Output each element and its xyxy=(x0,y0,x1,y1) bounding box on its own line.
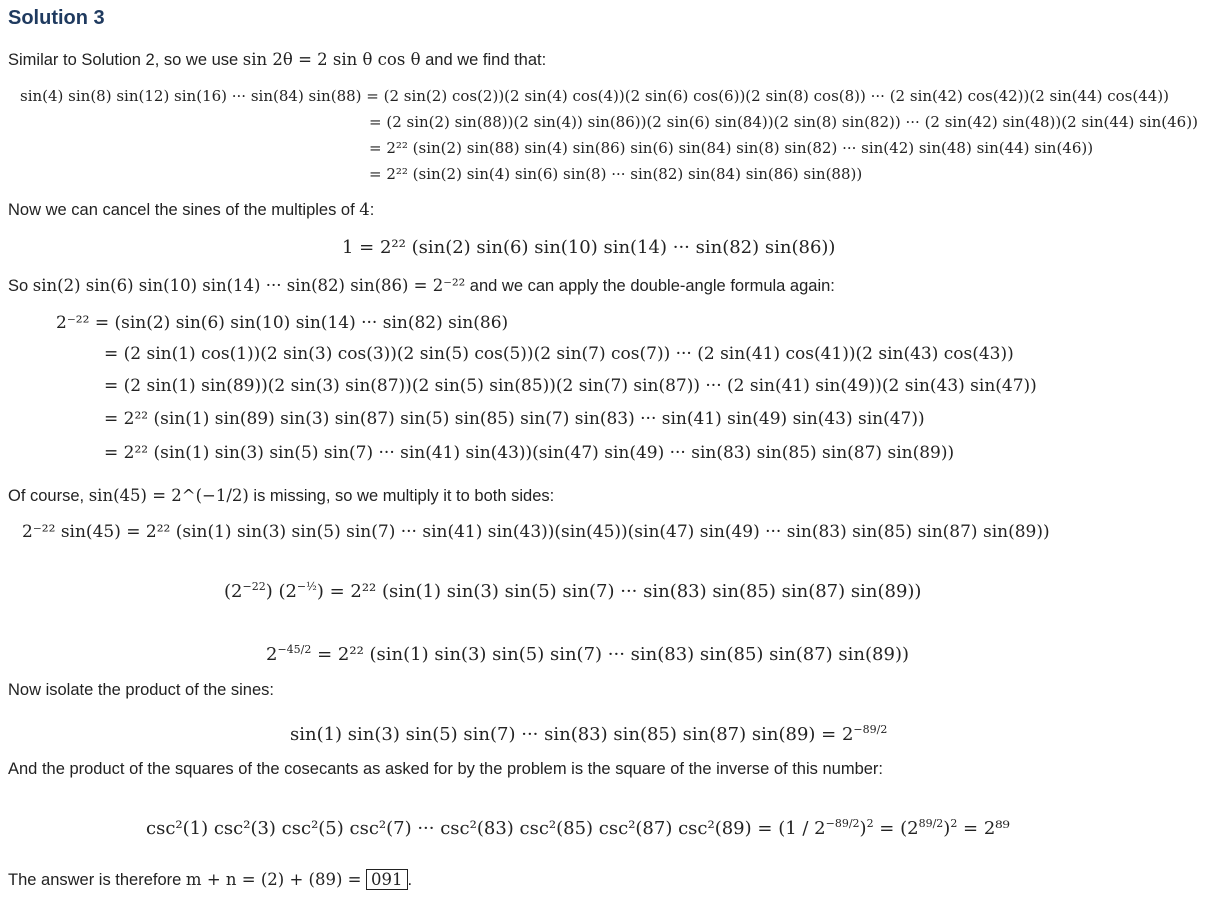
isolate-exponent: −89/2 xyxy=(853,723,888,736)
block1-line-4: = 2²² (sin(2) sin(4) sin(6) sin(8) ··· sin(82) sin(84) sin(86) sin(88)) xyxy=(369,165,863,183)
block2-line-3: = (2 sin(1) sin(89))(2 sin(3) sin(87))(2 sin(5) sin(85))(2 sin(7) sin(87)) ··· (2 sin(41) sin(49))(2 sin(43) sin(47)) xyxy=(104,376,1037,396)
isolate-body: sin(1) sin(3) sin(5) sin(7) ··· sin(83) sin(85) sin(87) sin(89) = 2 xyxy=(290,724,854,745)
cosecant-rhs: = 2⁸⁹ xyxy=(963,818,1010,839)
answer-formula: m + n = (2) + (89) = xyxy=(185,870,362,889)
so-text-b: and we can apply the double-angle formula again: xyxy=(465,277,835,295)
simplify-rhs: = 2²² (sin(1) sin(3) sin(5) sin(7) ··· sin(83) sin(85) sin(87) sin(89)) xyxy=(317,644,909,665)
course-text-a: Of course, xyxy=(8,487,89,505)
block2-line-5: = 2²² (sin(1) sin(3) sin(5) sin(7) ··· sin(41) sin(43))(sin(47) sin(49) ··· sin(83) sin(85) sin(87) sin(89)) xyxy=(104,443,955,463)
block1-line-2: = (2 sin(2) sin(88))(2 sin(4)) sin(86))(2 sin(6) sin(84))(2 sin(8) sin(82)) ··· (2 sin(42) sin(48))(2 sin(44) sin(46)) xyxy=(369,113,1198,131)
simplify-equation xyxy=(266,638,909,667)
double-angle-formula: sin 2θ = 2 sin θ cos θ xyxy=(242,50,421,69)
so-text-a: So xyxy=(8,277,33,295)
intro-paragraph xyxy=(8,50,546,70)
answer-paragraph xyxy=(8,870,412,890)
combine-rhs: = 2²² (sin(1) sin(3) sin(5) sin(7) ··· sin(83) sin(85) sin(87) sin(89)) xyxy=(329,581,922,602)
answer-text-a: The answer is therefore xyxy=(8,871,186,889)
multiply-equation: 2⁻²² sin(45) = 2²² (sin(1) sin(3) sin(5) sin(7) ··· sin(41) sin(43))(sin(45))(sin(47) sin(49) ··· sin(83) sin(85) sin(87) sin(89)) xyxy=(22,522,1050,542)
cosecant-lhs: csc²(1) csc²(3) csc²(5) csc²(7) ··· csc²(83) csc²(85) csc²(87) csc²(89) = xyxy=(146,818,773,839)
course-formula: sin(45) = 2^(−1/2) xyxy=(88,486,249,505)
intro-text-b: and we find that: xyxy=(420,51,547,69)
intro-text-a: Similar to Solution 2, so we use xyxy=(8,51,243,69)
so-paragraph xyxy=(8,276,835,296)
course-paragraph xyxy=(8,486,554,506)
combine-lhs: $(2^{-22})$ $(2^{-\frac{1}{2}})$ xyxy=(224,580,330,602)
so-formula: sin(2) sin(6) sin(10) sin(14) ··· sin(82) sin(86) = 2⁻²² xyxy=(32,276,466,295)
block1-line-3: = 2²² (sin(2) sin(88) sin(4) sin(86) sin(6) sin(84) sin(8) sin(82) ··· sin(42) sin(48) sin(44) sin(46)) xyxy=(369,139,1094,157)
isolate-paragraph: Now isolate the product of the sines: xyxy=(8,681,274,699)
answer-text-b: . xyxy=(407,871,413,889)
isolate-equation xyxy=(290,718,887,747)
cosecant-paragraph: And the product of the squares of the cosecants as asked for by the problem is the square of the inverse of this number: xyxy=(8,760,883,778)
block2-line-2: = (2 sin(1) cos(1))(2 sin(3) cos(3))(2 sin(5) cos(5))(2 sin(7) cos(7)) ··· (2 sin(41) cos(41))(2 sin(43) cos(43)) xyxy=(104,344,1014,364)
simplify-lhs: $2^{-45/2}$ xyxy=(266,643,312,665)
cosecant-mid: $(1 / 2^{-89/2})^2 = (2^{89/2})^2$ xyxy=(778,817,958,839)
cancel-number: 4 xyxy=(359,200,370,219)
cancel-paragraph xyxy=(8,200,374,220)
cancel-text-a: Now we can cancel the sines of the multiples of xyxy=(8,201,360,219)
block2-line-1: 2⁻²² = (sin(2) sin(6) sin(10) sin(14) ··· sin(82) sin(86) xyxy=(56,313,509,333)
block2-line-4: = 2²² (sin(1) sin(89) sin(3) sin(87) sin(5) sin(85) sin(7) sin(83) ··· sin(41) sin(49) sin(43) sin(47)) xyxy=(104,409,925,429)
cancel-equation: 1 = 2²² (sin(2) sin(6) sin(10) sin(14) ··· sin(82) sin(86)) xyxy=(342,237,836,258)
cancel-text-b: : xyxy=(369,201,375,219)
course-text-b: is missing, so we multiply it to both sides: xyxy=(248,487,555,505)
solution-heading: Solution 3 xyxy=(8,7,105,29)
combine-equation xyxy=(224,575,921,604)
block1-line-1: sin(4) sin(8) sin(12) sin(16) ··· sin(84) sin(88) = (2 sin(2) cos(2))(2 sin(4) cos(4))(2 sin(6) cos(6))(2 sin(8) cos(8)) ··· (2 sin(42) cos(42))(2 sin(44) cos(44)) xyxy=(20,87,1170,105)
answer-box: 091 xyxy=(366,869,408,890)
cosecant-equation xyxy=(146,812,1010,841)
